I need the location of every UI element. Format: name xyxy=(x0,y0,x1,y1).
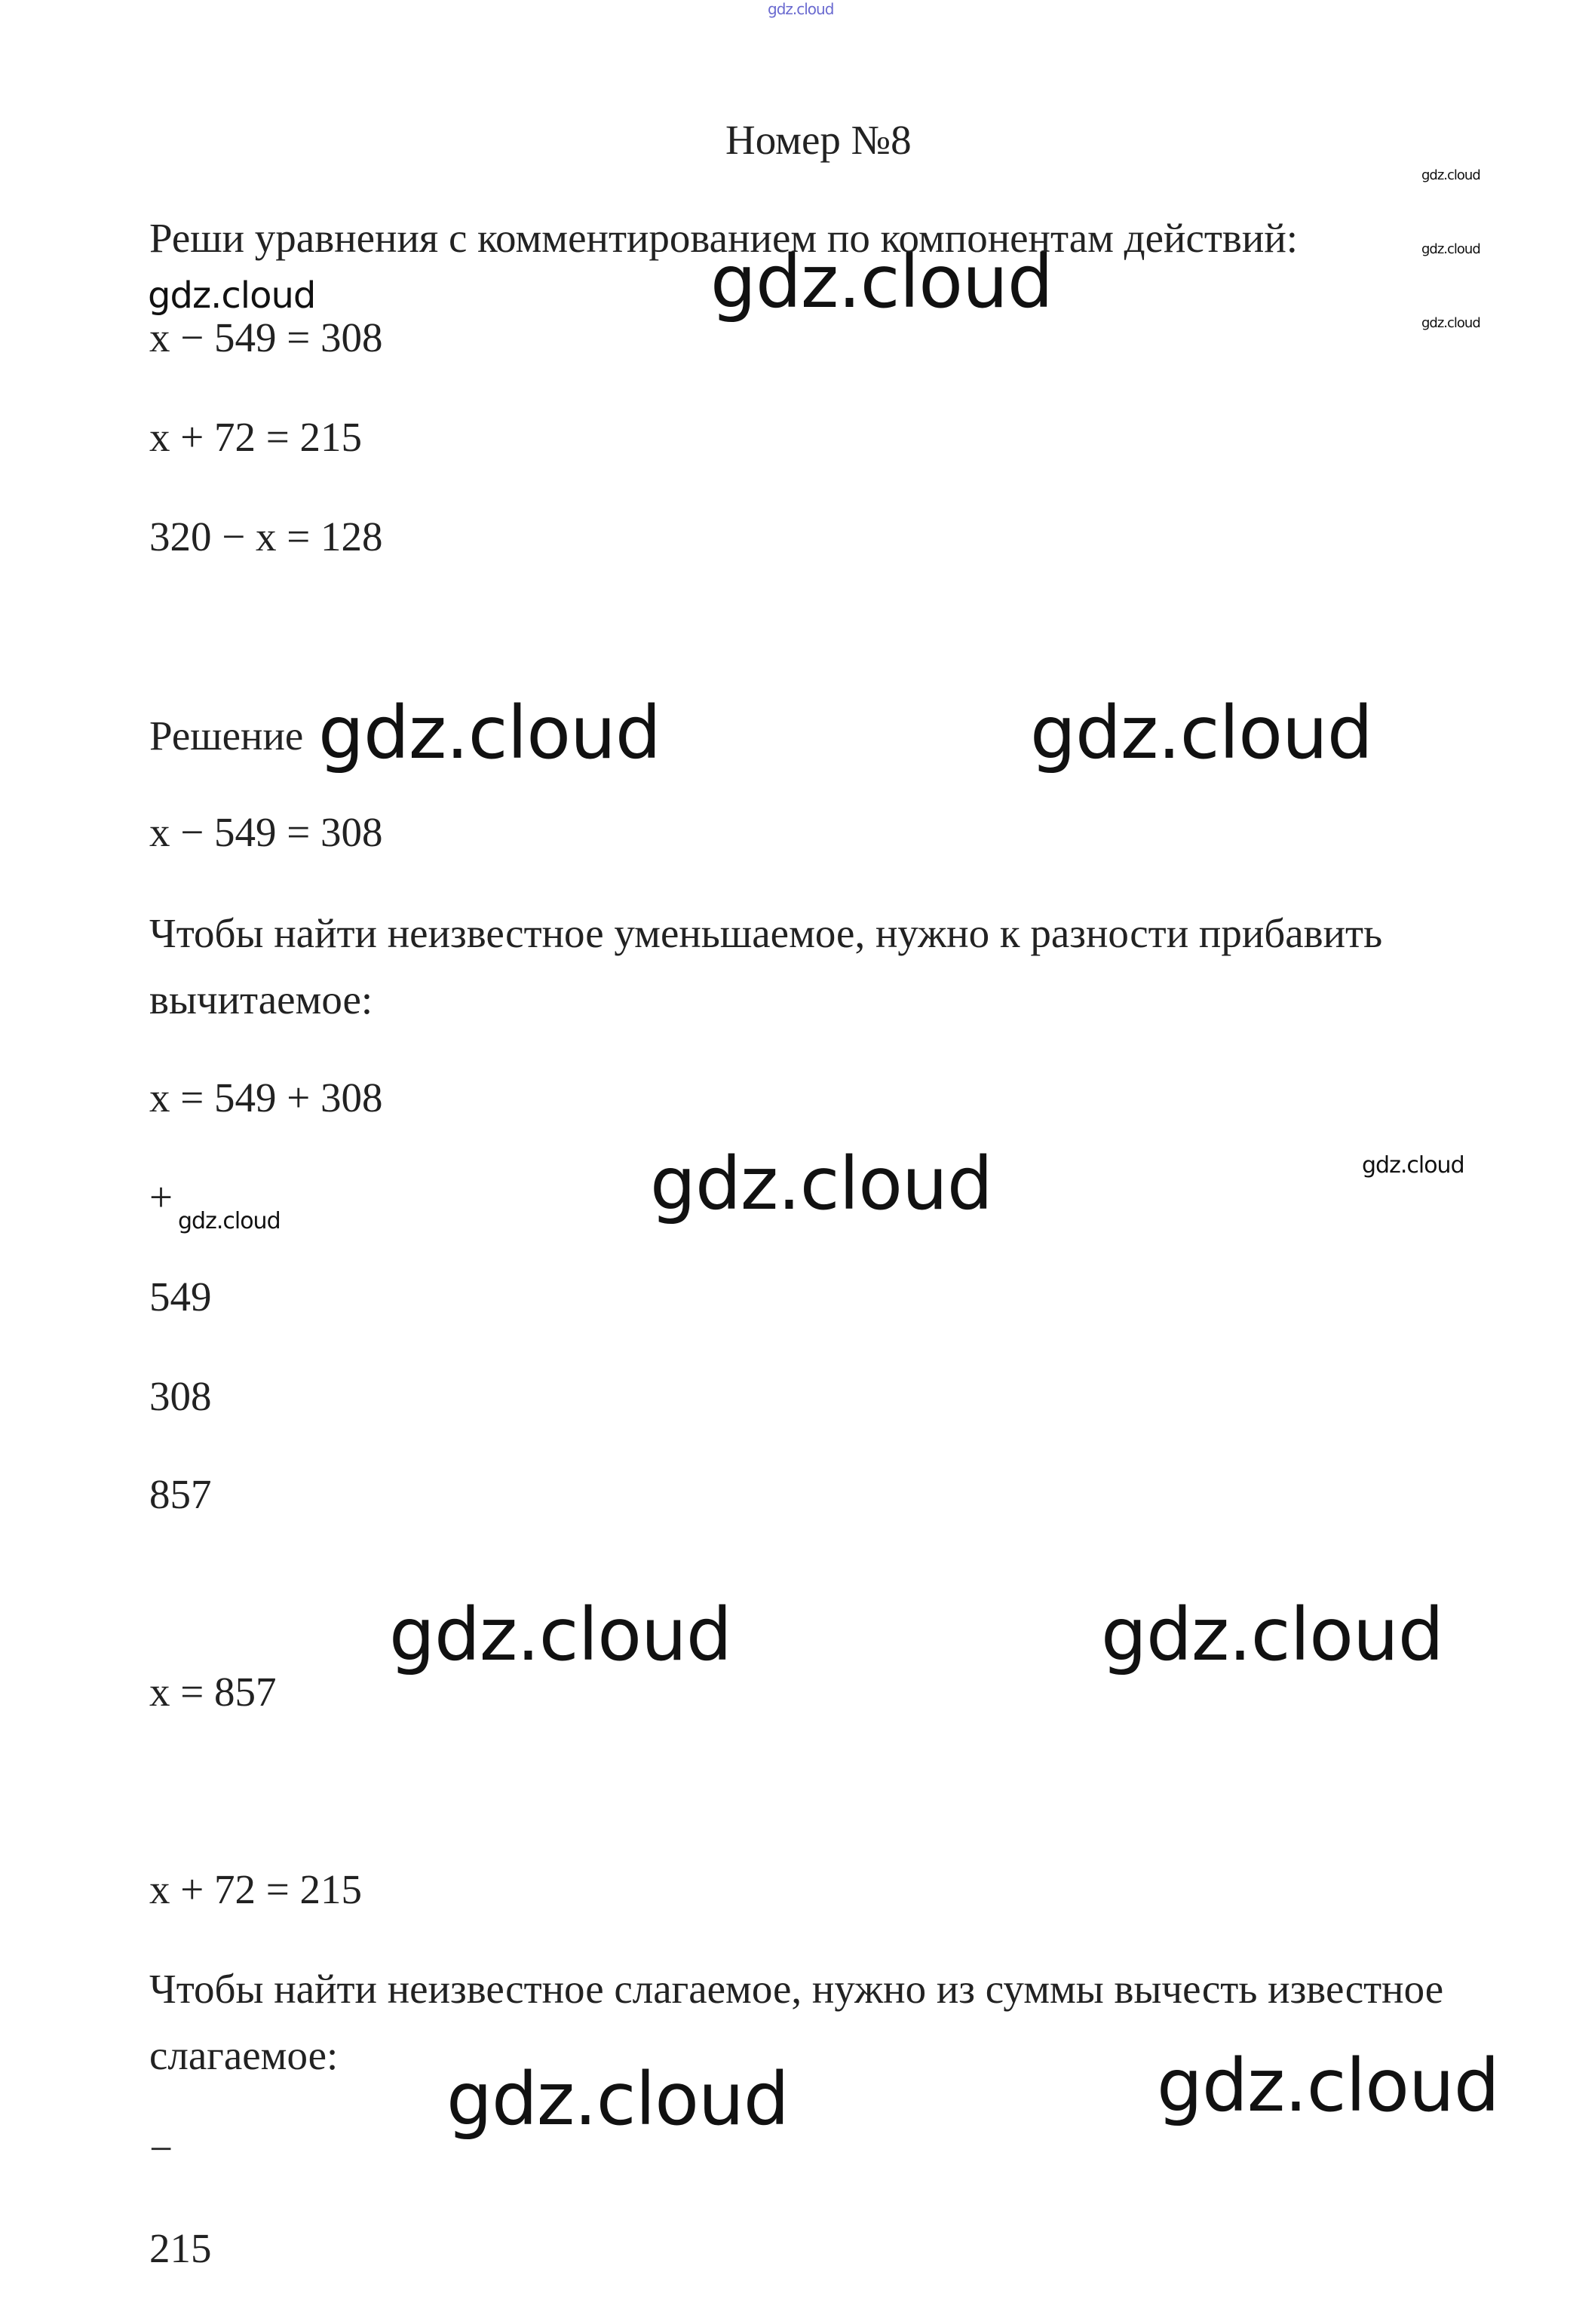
watermark-large-7: gdz.cloud xyxy=(1157,2043,1499,2128)
watermark-small-3: gdz.cloud xyxy=(1421,315,1480,331)
equation-2: x + 72 = 215 xyxy=(149,414,363,460)
column-number-1: 549 xyxy=(149,1274,212,1320)
solution-label: Решение xyxy=(149,713,304,759)
expression-1: x = 549 + 308 xyxy=(149,1075,383,1121)
watermark-large-6: gdz.cloud xyxy=(1101,1593,1443,1677)
answer-1: x = 857 xyxy=(149,1669,277,1715)
column-number-2: 308 xyxy=(149,1373,212,1419)
watermark-large-8: gdz.cloud xyxy=(446,2057,789,2142)
column-result: 857 xyxy=(149,1471,212,1517)
solution-equation-1: x − 549 = 308 xyxy=(149,809,383,855)
watermark-small-1: gdz.cloud xyxy=(1421,167,1480,183)
rule-1: Чтобы найти неизвестное уменьшаемое, нужно к разности прибавить вычитаемое: xyxy=(149,910,1383,1022)
watermark-medium-1: gdz.cloud xyxy=(148,274,316,317)
watermark-large-3: gdz.cloud xyxy=(1030,691,1372,775)
solution-equation-2: x + 72 = 215 xyxy=(149,1866,363,1912)
watermark-large-2: gdz.cloud xyxy=(318,691,661,775)
column-number-3: 215 xyxy=(149,2225,212,2271)
operator-plus: + xyxy=(149,1174,173,1220)
task-text: Реши уравнения с комментированием по компонентам действий: xyxy=(149,215,1299,261)
watermark-large-1: gdz.cloud xyxy=(710,240,1053,324)
watermark-small-4: gdz.cloud xyxy=(1362,1152,1464,1179)
watermark-large-5: gdz.cloud xyxy=(389,1593,731,1677)
watermark-large-4: gdz.cloud xyxy=(650,1142,992,1226)
watermark-small-2: gdz.cloud xyxy=(1421,241,1480,257)
page-title: Номер №8 xyxy=(725,117,912,163)
rule-2: Чтобы найти неизвестное слагаемое, нужно из суммы вычесть известное слагаемое: xyxy=(149,1966,1444,2078)
equation-1: x − 549 = 308 xyxy=(149,314,383,360)
equation-3: 320 − x = 128 xyxy=(149,514,383,560)
watermark-small-5: gdz.cloud xyxy=(178,1208,281,1234)
watermark-top: gdz.cloud xyxy=(768,0,834,18)
operator-minus: − xyxy=(149,2126,173,2172)
